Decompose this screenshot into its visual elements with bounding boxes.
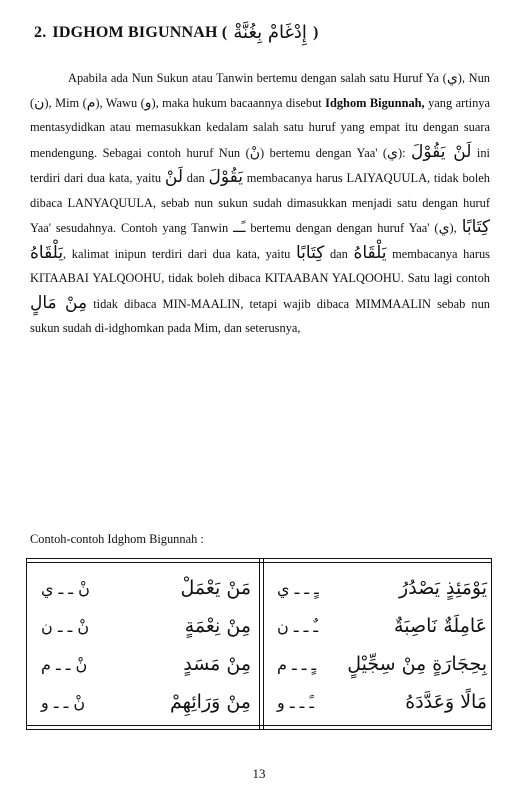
example-pattern: نْ ـ ـ م [41, 654, 88, 674]
arabic-letter-ya: ي [446, 70, 458, 86]
example-word: مِنْ مَسَدٍ [183, 653, 251, 675]
example-word: مَنْ يَعْمَلْ [180, 577, 251, 599]
text-segment: bertemu dengan dengan huruf Yaa' ( [245, 221, 439, 235]
section-title-arabic: إِدْغَامْ بِغُنَّةْ [233, 22, 307, 43]
example-row [33, 607, 259, 645]
arabic-tanwin-mark: ـًــ [233, 220, 246, 236]
examples-column-tanwin [269, 569, 495, 721]
text-segment: ), Nun ( [30, 71, 490, 110]
text-segment: yang artinya mentasydidkan atau memasukkan kedalam salah satu huruf yang empat itu dengan suara mendengung. Sebagai contoh huruf Nun ( [30, 95, 490, 160]
example-word: مَالًا وَعَدَّدَهُ [405, 691, 487, 713]
arabic-letter-wawu: و [144, 94, 152, 111]
arabic-letter-nun: ن [34, 94, 45, 111]
text-segment: ) bertemu dengan Yaa' ( [260, 145, 388, 160]
example-pattern: نْ ـ ـ و [41, 692, 86, 712]
explanation-paragraph [30, 66, 490, 341]
paragraph-text [30, 66, 490, 341]
example-row [269, 607, 495, 645]
text-segment: , kalimat inipun terdiri dari dua kata, yaitu [63, 246, 296, 261]
text-segment: dan [324, 246, 354, 261]
arabic-example-lan-yaqula: لَنْ يَقُوْلَ [411, 141, 472, 162]
text-segment: ), Wawu ( [95, 95, 145, 110]
text-segment: ), maka hukum bacaannya disebut [151, 95, 326, 110]
section-heading [34, 22, 318, 43]
example-row [33, 645, 259, 683]
column-divider [263, 559, 264, 729]
example-word: مِنْ وَرَائِهِمْ [169, 691, 251, 713]
example-pattern: ـٍ ـ ـ م [277, 654, 317, 674]
bold-term: Idghom Bigunnah, [325, 95, 425, 110]
arabic-letter-ya: ي [387, 144, 398, 161]
example-word: عَامِلَةٌ نَاصِبَةٌ [394, 615, 487, 637]
text-segment: membacanya harus KITAABAI YALQOOHU, tidak boleh dibaca KITAABAN YALQOOHU. Satu lagi contoh [30, 246, 490, 285]
text-segment: ini terdiri dari dua kata, yaitu [30, 145, 490, 185]
examples-label: Contoh-contoh Idghom Bigunnah : [30, 532, 204, 546]
text-segment: tidak dibaca MIN-MAALIN, tetapi wajib dibaca MIMMAALIN sebab nun sukun sudah di-idghomkan pada Mim, dan seterusnya, [30, 296, 490, 335]
column-divider [259, 559, 260, 729]
example-pattern: ـً ـ ـ و [277, 692, 315, 712]
example-word: بِحِجَارَةٍ مِنْ سِجِّيْلٍ [347, 653, 487, 675]
text-segment: membacanya harus LAIYAQUULA, tidak boleh dibaca LANYAQUULA, sebab nun sukun sudah dimasukkan menjadi satu dengan huruf Yaa' sesudahnya. Contoh yang Tanwin [30, 171, 490, 235]
arabic-word-lan: لَنْ [164, 167, 183, 187]
section-title-close: ) [312, 23, 319, 41]
text-segment: ), Mim ( [44, 95, 87, 110]
example-row [269, 645, 495, 683]
text-segment: ), [449, 221, 462, 235]
example-row [33, 569, 259, 607]
example-word: يَوْمَئِذٍ يَصْدُرُ [399, 577, 487, 599]
section-title: IDGHOM BIGUNNAH ( [52, 23, 228, 41]
example-pattern: ـٍ ـ ـ ي [277, 578, 319, 598]
arabic-word-yalqohu: يَلْقَاهُ [353, 242, 387, 263]
example-row [269, 683, 495, 721]
example-pattern: ـٌ ـ ـ ن [277, 616, 319, 636]
example-pattern: نْ ـ ـ ن [41, 616, 90, 636]
arabic-example-min-malin: مِنْ مَالٍ [30, 292, 88, 313]
example-row [269, 569, 495, 607]
examples-table [26, 558, 492, 730]
example-row [33, 683, 259, 721]
arabic-example-kitaban-yalqohu: كِتَابًا يَلْقَاهُ [30, 217, 491, 263]
example-word: مِنْ نِعْمَةٍ [184, 615, 251, 637]
page-number: 13 [252, 766, 266, 781]
arabic-word-kitaban: كِتَابًا [295, 242, 325, 263]
section-number: 2. [34, 23, 47, 41]
arabic-letter-mim: م [86, 94, 96, 111]
text-segment: ): [398, 145, 412, 160]
text-segment: dan [183, 171, 209, 185]
arabic-word-yaqula: يَقُوْلَ [208, 167, 243, 187]
examples-column-nun-sukun [33, 569, 259, 721]
arabic-letter-ya: ي [438, 220, 450, 236]
example-pattern: نْ ـ ـ ي [41, 578, 90, 598]
arabic-nun-sukun: نْ [249, 144, 261, 161]
text-segment: Apabila ada Nun Sukun atau Tanwin bertemu dengan salah satu Huruf Ya ( [68, 71, 447, 85]
